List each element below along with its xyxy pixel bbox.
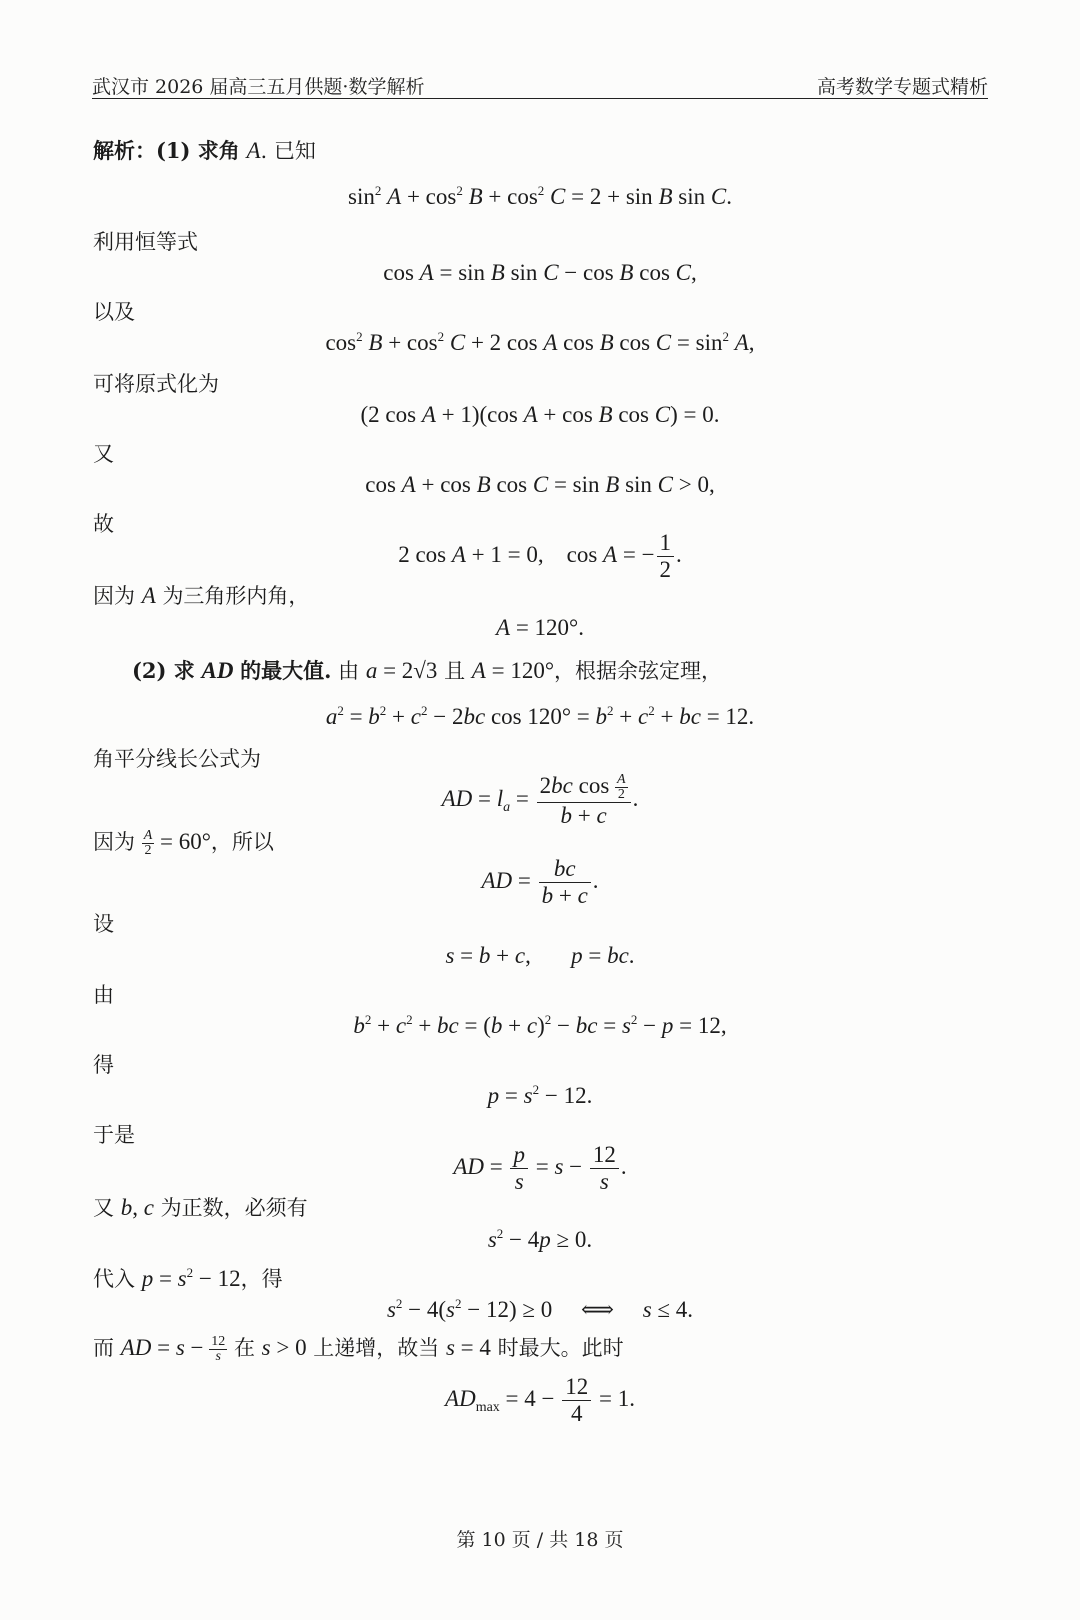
equation-discriminant: $s^2 - 4p \ge 0$. (487, 1226, 593, 1252)
equation-AD-in-s: AD = $\frac{p}{s}$ = s − $\frac{12}{s}$ . (453, 1142, 627, 1195)
equation-cosA: 2 cos A + 1 = 0, cos A = − $\frac{1}{2}$ . (398, 530, 682, 583)
text-because-triangle: 因为 A 为三角形内角， (93, 583, 310, 608)
text-reduce: 可将原式化为 (93, 372, 219, 396)
header-title: 武汉市 2026 届高三五月供题·数学解析 (92, 76, 425, 98)
equation-substitution: s = b + c, p = bc. (445, 943, 635, 968)
equation-p: $p = s^2 - 12$. (487, 1082, 593, 1108)
equation-A-result: A = 120°. (496, 615, 584, 640)
text-therefore: 故 (93, 512, 114, 536)
text-also: 又 (93, 442, 114, 466)
part1-heading: 解析：(1) 求角 A. 已知 (93, 138, 316, 163)
text-thus: 于是 (93, 1123, 135, 1147)
text-identity: 利用恒等式 (93, 230, 198, 254)
equation-law-of-cosines: $a^2 = b^2 + c^2 - 2bc$ $\cos 120^\circ = b^2 + c^2$ + bc = 12. (325, 703, 755, 729)
text-substitute: 代入 $p = s^2 - 12$，得 (93, 1265, 283, 1291)
text-final: 而 AD = s − $\frac{12}{s}$ 在 s > 0 上递增，故当 s = 4 时最大。此时 (93, 1334, 624, 1365)
equation-given: $\sin^2 A + \cos^2 B + \cos^2 C = 2 + \sin B$ sin C. (348, 183, 732, 209)
equation-identity-1: cos A = sin B sin C − cos B cos C, (383, 260, 697, 285)
text-half-angle: 因为 $\frac{A}{2}$ = 60°，所以 (93, 828, 274, 859)
text-let: 设 (93, 912, 114, 936)
header-subtitle: 高考数学专题式精析 (816, 76, 988, 98)
text-and: 以及 (93, 300, 135, 324)
equation-AD-simplified: AD = $\frac{bc}{b + c}$ . (481, 856, 599, 909)
text-positive: 又 b, c 为正数，必须有 (93, 1195, 308, 1220)
page-header (92, 68, 988, 99)
equation-s-bound: $s^2 - 4(s^2 - 12) \ge 0$ ⟺ s ≤ 4. (386, 1296, 694, 1322)
equation-sp-relation: $b^2 + c^2$ + bc = $(b + c)^2$ − bc = $s^2 - p = 12$, (353, 1012, 727, 1038)
text-from: 由 (93, 983, 114, 1007)
page-footer: 第 10 页 / 共 18 页 (456, 1529, 624, 1551)
equation-identity-2: $\cos^2 B + \cos^2 C + 2$ cos A cos B $\cos C = \sin^2 A$, (325, 329, 755, 355)
text-get: 得 (93, 1053, 114, 1077)
text-bisector: 角平分线长公式为 (93, 747, 261, 771)
equation-bisector-formula: AD = $l_a$ = 2bc cos $\frac{A}{2}$ b + c . (441, 771, 639, 828)
part2-heading: (2) 求 AD 的最大值. 由 a = 2√3 且 A = 120°，根据余弦定理， (132, 658, 723, 683)
equation-positive: cos A + cos B cos C = sin B sin C > 0, (365, 472, 715, 497)
equation-factored: (2 cos A + 1)(cos A + cos B cos C) = 0. (360, 402, 720, 427)
equation-AD-max: $AD_{max} = 4$ − $\frac{12}{4}$ = 1. (445, 1374, 635, 1427)
